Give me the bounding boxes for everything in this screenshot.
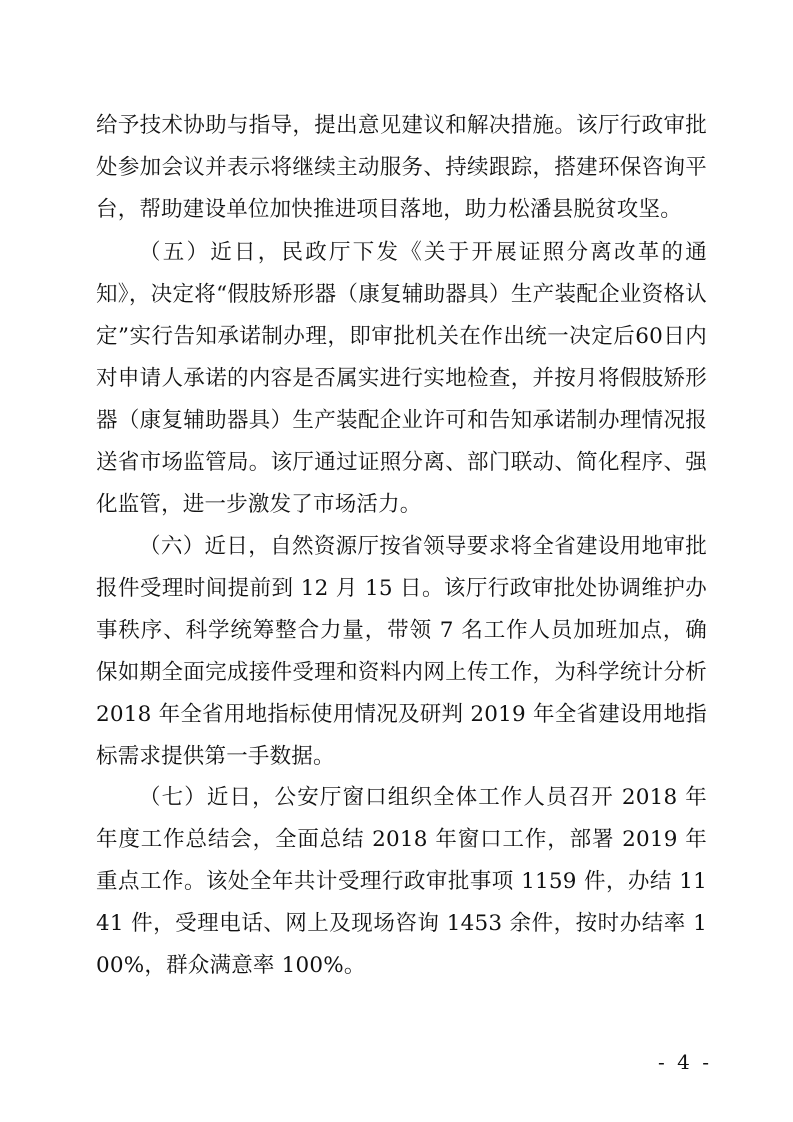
paragraph-continuation: 给予技术协助与指导，提出意见建议和解决措施。该厅行政审批处参加会议并表示将继续主动服务、持续跟踪，搭建环保咨询平台，帮助建设单位加快推进项目落地，助力松潘县脱贫攻坚。: [96, 113, 707, 222]
paragraph-item-6: （六）近日，自然资源厅按省领导要求将全省建设用地审批报件受理时间提前到 12 月 15 日。该厅行政审批处协调维护办事秩序、科学统筹整合力量，带领 7 名工作人员加班加点，确保如期全面完成接件受理和资料内网上传工作，为科学统计分析 2018 年全省用地指标使用情况及研判 2019 年全省建设用地指标需求提供第一手数据。: [96, 534, 707, 769]
page-number: - 4 -: [658, 1050, 712, 1074]
paragraph-item-7: （七）近日，公安厅窗口组织全体工作人员召开 2018 年年度工作总结会，全面总结 2018 年窗口工作，部署 2019 年重点工作。该处全年共计受理行政审批事项 1159 件，办结 1141 件，受理电话、网上及现场咨询 1453 余件，按时办结率 100%，群众满意率 100%。: [96, 785, 707, 978]
paragraph-item-5: （五）近日，民政厅下发《关于开展证照分离改革的通知》，决定将“假肢矫形器（康复辅助器具）生产装配企业资格认定”实行告知承诺制办理，即审批机关在作出统一决定后60日内对申请人承诺的内容是否属实进行实地检查，并按月将假肢矫形器（康复辅助器具）生产装配企业许可和告知承诺制办理情况报送省市场监管局。该厅通过证照分离、部门联动、简化程序、强化监管，进一步激发了市场活力。: [96, 240, 707, 517]
